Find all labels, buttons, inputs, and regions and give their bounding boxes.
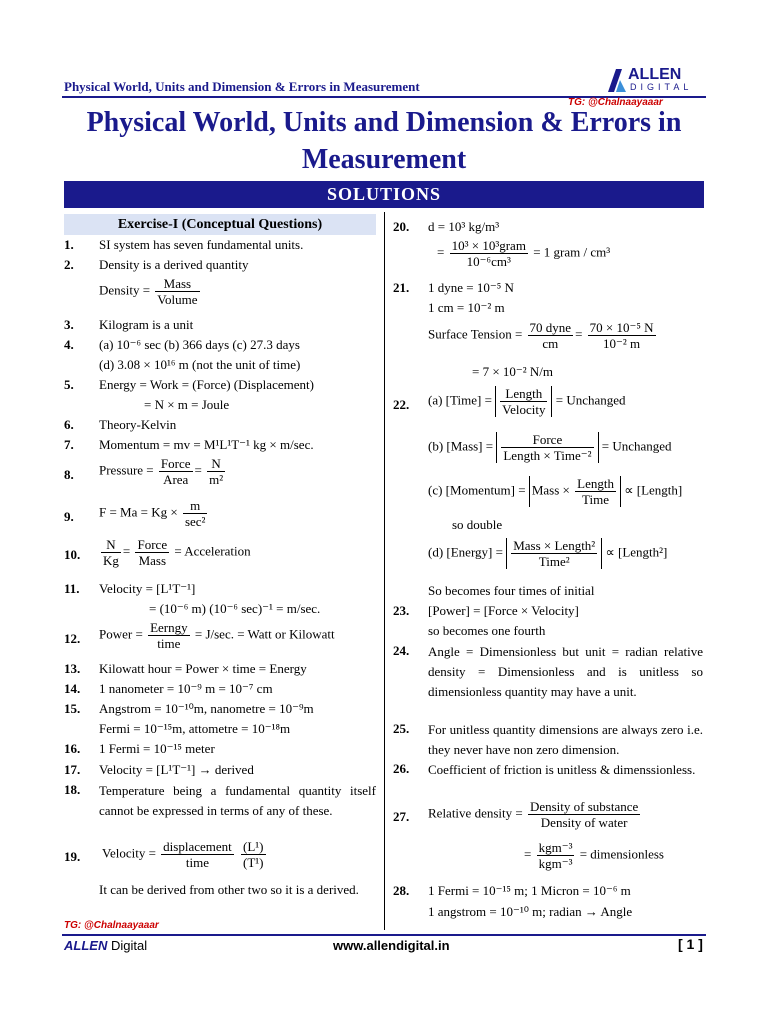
q28-number: 28.	[393, 883, 410, 898]
q22-part-d	[428, 538, 667, 569]
q19-equation	[102, 839, 268, 870]
q20-text: d = 10³ kg/m³	[428, 219, 500, 234]
q22d-fraction	[511, 538, 597, 569]
q8-fraction-1	[159, 456, 193, 487]
q27-num-1: Density of substance	[529, 799, 639, 814]
q22c-prefix: Mass ×	[531, 482, 570, 498]
q21-fraction-1	[528, 320, 574, 351]
q22c-den: Time	[582, 492, 610, 507]
q17-text: Velocity = [L¹T⁻¹] → derived	[99, 762, 254, 777]
q15-text-1: Angstrom = 10⁻¹⁰m, nanometre = 10⁻⁹m	[99, 701, 314, 716]
q10-number: 10.	[64, 547, 81, 562]
q27-lhs: Relative density =	[428, 805, 523, 821]
q19-lhs: Velocity =	[102, 845, 156, 861]
q5-text-2: = N × m = Joule	[144, 397, 230, 412]
q8-equation: Pressure = $\frac{\text{Force}}{\text{Area}}$ = $\frac{N}{\text{m²}}$	[99, 456, 224, 487]
q9-fraction	[183, 498, 208, 529]
q19-num-2: (L¹)	[243, 839, 264, 854]
solutions-banner: SOLUTIONS	[64, 181, 704, 208]
q16-text: 1 Fermi = 10⁻¹⁵ meter	[99, 741, 215, 756]
q22c-num: Length	[577, 476, 614, 491]
q14-number: 14.	[64, 681, 81, 696]
q2-text: Density is a derived quantity	[99, 257, 249, 272]
logo-subtext: DIGITAL	[630, 82, 693, 92]
q22a-den: Velocity	[502, 402, 546, 417]
footer-brand-suffix: Digital	[110, 938, 148, 953]
q25-text: For unitless quantity dimensions are always zero i.e. they never have non zero dimension.	[428, 722, 703, 757]
telegram-tag-footer: TG: @Chalnaayaaar	[64, 920, 159, 931]
q18-text: Temperature being a fundamental quantity itself cannot be expressed in terms of any of these.	[99, 783, 376, 818]
q27-fraction-1	[528, 799, 640, 830]
q21-text-3: = 7 × 10⁻² N/m	[472, 364, 554, 379]
q25-number: 25.	[393, 721, 410, 736]
q18-number: 18.	[64, 782, 81, 797]
q6-number: 6.	[64, 417, 74, 432]
q9-equation	[99, 498, 209, 529]
q27-num-2: kgm⁻³	[538, 840, 573, 855]
q22b-num: Force	[501, 432, 593, 448]
q23-number: 23.	[393, 603, 410, 618]
q2-lhs: Density =	[99, 282, 151, 298]
q12-num: Eerngy	[150, 620, 188, 635]
q4-number: 4.	[64, 337, 74, 352]
q13-text: Kilowatt hour = Power × time = Energy	[99, 661, 307, 676]
q22c-rhs: ∝ [Length]	[624, 482, 683, 498]
q12-den: time	[157, 636, 181, 651]
q22-part-c	[428, 476, 682, 507]
q22a-rhs: = Unchanged	[555, 392, 626, 408]
q12-fraction	[148, 620, 190, 651]
q9-lhs: F = Ma = Kg ×	[99, 504, 178, 520]
column-divider	[384, 212, 385, 930]
q21-num-1: 70 dyne	[529, 320, 572, 335]
page-number: [ 1 ]	[678, 936, 703, 952]
q4-text-1: (a) 10⁻⁶ sec (b) 366 days (c) 27.3 days	[99, 337, 300, 352]
q9-num: m	[183, 498, 208, 514]
q2-fraction	[155, 276, 199, 307]
q27-equation-2: = $\frac{\text{kgm⁻³}}{\text{kgm⁻³}}$ = dimensionless	[524, 840, 664, 871]
q17-number: 17.	[64, 762, 81, 777]
q22d-lhs: (d) [Energy] =	[428, 544, 503, 560]
q21-num-2: 70 × 10⁻⁵ N	[589, 320, 654, 335]
q23-text-1: [Power] = [Force × Velocity]	[428, 603, 579, 618]
q7-text: Momentum = mv = M¹L¹T⁻¹ kg × m/sec.	[99, 437, 314, 452]
q10-equation: $\frac{N}{Kg}$ = $\frac{\text{Force}}{\text{Mass}}$ = Acceleration	[103, 537, 251, 568]
q21-lhs: Surface Tension =	[428, 326, 523, 342]
q2-number: 2.	[64, 257, 74, 272]
q19-fraction-1	[161, 839, 234, 870]
q12-equation	[99, 620, 335, 651]
q19-text: It can be derived from other two so it is a derived.	[99, 882, 359, 897]
q20-equation: = $\frac{\text{10³ × 10³gram}}{\text{10⁻⁶cm³}}$ = 1 gram / cm³	[437, 238, 611, 269]
running-header: Physical World, Units and Dimension & Errors in Measurement	[64, 79, 420, 94]
q22c-lhs: (c) [Momentum] =	[428, 482, 526, 498]
allen-logo	[606, 66, 706, 94]
q7-number: 7.	[64, 437, 74, 452]
q10-den-2: Mass	[138, 553, 167, 568]
q21-fraction-2	[588, 320, 656, 351]
q13-number: 13.	[64, 661, 81, 676]
q22-note-c: so double	[452, 517, 503, 532]
q19-number: 19.	[64, 849, 81, 864]
footer-brand-name: ALLEN	[64, 938, 108, 953]
q22b-rhs: = Unchanged	[601, 438, 672, 454]
q10-fraction-1	[101, 537, 121, 568]
q22b-den: Length × Time⁻²	[503, 448, 592, 463]
q10-num-1: N	[101, 537, 121, 553]
q1-text: SI system has seven fundamental units.	[99, 237, 304, 252]
q6-text: Theory-Kelvin	[99, 417, 177, 432]
q2-equation	[99, 276, 202, 307]
q19-fraction-2	[241, 839, 266, 870]
q28-text-2: 1 angstrom = 10⁻¹⁰ m; radian → Angle	[428, 904, 633, 919]
telegram-tag: TG: @Chalnaayaaar	[568, 97, 663, 108]
q8-lhs: Pressure =	[99, 462, 154, 478]
q12-lhs: Power =	[99, 626, 143, 642]
q22a-lhs: (a) [Time] =	[428, 392, 492, 408]
q8-number: 8.	[64, 467, 74, 482]
q26-number: 26.	[393, 761, 410, 776]
q9-den: sec²	[184, 514, 206, 529]
q11-text-1: Velocity = [L¹T⁻¹]	[99, 581, 196, 596]
q27-den-1: Density of water	[540, 815, 628, 830]
q22c-fraction	[575, 476, 616, 507]
q19-den-2: (T¹)	[243, 855, 264, 870]
q8-num-1: Force	[160, 456, 191, 471]
q4-text-2: (d) 3.08 × 10¹⁶ m (not the unit of time)	[99, 357, 301, 372]
q22a-num: Length	[500, 386, 547, 402]
footer-url-link[interactable]: www.allendigital.in	[333, 938, 450, 953]
q22a-fraction	[500, 386, 547, 417]
q27-fraction-2	[537, 840, 575, 871]
q22b-fraction	[501, 432, 593, 463]
q8-num-2: N	[207, 456, 225, 472]
q22-number: 22.	[393, 397, 410, 412]
q24-number: 24.	[393, 643, 410, 658]
q20-number: 20.	[393, 219, 410, 234]
q20-den: 10⁻⁶cm³	[466, 254, 511, 269]
q22b-lhs: (b) [Mass] =	[428, 438, 494, 454]
q2-denominator: Volume	[157, 292, 198, 307]
q22-part-a	[428, 386, 626, 417]
logo-text: ALLEN	[628, 66, 682, 83]
q27-equation-1	[428, 799, 642, 830]
q11-text-2: = (10⁻⁶ m) (10⁻⁶ sec)⁻¹ = m/sec.	[149, 601, 321, 616]
q24-text: Angle = Dimensionless but unit = radian relative density = Dimensionless and is unitless so dimensionless quantity may have a unit.	[428, 644, 703, 699]
q21-den-1: cm	[542, 336, 559, 351]
q10-num-2: Force	[137, 537, 168, 552]
q21-den-2: 10⁻² m	[603, 336, 641, 351]
q27-den-2: kgm⁻³	[538, 856, 573, 871]
q8-den-2: m²	[209, 472, 224, 487]
footer-rule	[62, 934, 706, 936]
q10-den-1: Kg	[103, 553, 119, 568]
q1-number: 1.	[64, 237, 74, 252]
q22d-den: Time²	[538, 554, 570, 569]
q22d-num: Mass × Length²	[513, 538, 596, 553]
q12-number: 12.	[64, 631, 81, 646]
q9-number: 9.	[64, 509, 74, 524]
q15-number: 15.	[64, 701, 81, 716]
q10-fraction-2	[135, 537, 169, 568]
q22-note-d: So becomes four times of initial	[428, 583, 595, 598]
q21-text-2: 1 cm = 10⁻² m	[428, 300, 505, 315]
page-title: Physical World, Units and Dimension & Errors in Measurement	[86, 107, 682, 175]
q5-text-1: Energy = Work = (Force) (Displacement)	[99, 377, 314, 392]
q8-fraction-2	[207, 456, 225, 487]
q22-part-b	[428, 432, 672, 463]
q16-number: 16.	[64, 741, 81, 756]
footer-brand	[64, 938, 147, 953]
q5-number: 5.	[64, 377, 74, 392]
q12-rhs: = J/sec. = Watt or Kilowatt	[194, 626, 335, 642]
q20-rhs: = 1 gram / cm³	[533, 244, 611, 260]
q26-text: Coefficient of friction is unitless & dimenssionless.	[428, 762, 696, 777]
q2-numerator: Mass	[155, 276, 199, 292]
q11-number: 11.	[64, 581, 80, 596]
q28-text-1: 1 Fermi = 10⁻¹⁵ m; 1 Micron = 10⁻⁶ m	[428, 883, 631, 898]
q23-text-2: so becomes one fourth	[428, 623, 546, 638]
q22d-rhs: ∝ [Length²]	[605, 544, 668, 560]
q21-text-1: 1 dyne = 10⁻⁵ N	[428, 280, 514, 295]
q3-text: Kilogram is a unit	[99, 317, 194, 332]
exercise-heading: Exercise-I (Conceptual Questions)	[64, 214, 376, 235]
q20-num: 10³ × 10³gram	[451, 238, 526, 253]
q3-number: 3.	[64, 317, 74, 332]
q20-fraction	[450, 238, 528, 269]
q10-rhs: = Acceleration	[174, 543, 251, 559]
q27-rhs: = dimensionless	[579, 846, 664, 862]
q21-equation: Surface Tension = $\frac{\text{70 dyne}}{cm}$ = $\frac{\text{70 × 10⁻⁵ N}}{\text{10⁻² m}}$	[428, 320, 654, 351]
q21-number: 21.	[393, 280, 410, 295]
q8-den-1: Area	[163, 472, 189, 487]
q19-den-1: time	[185, 855, 209, 870]
q19-num-1: displacement	[163, 839, 232, 854]
q15-text-2: Fermi = 10⁻¹⁵m, attometre = 10⁻¹⁸m	[99, 721, 291, 736]
q14-text: 1 nanometer = 10⁻⁹ m = 10⁻⁷ cm	[99, 681, 273, 696]
q27-number: 27.	[393, 809, 410, 824]
